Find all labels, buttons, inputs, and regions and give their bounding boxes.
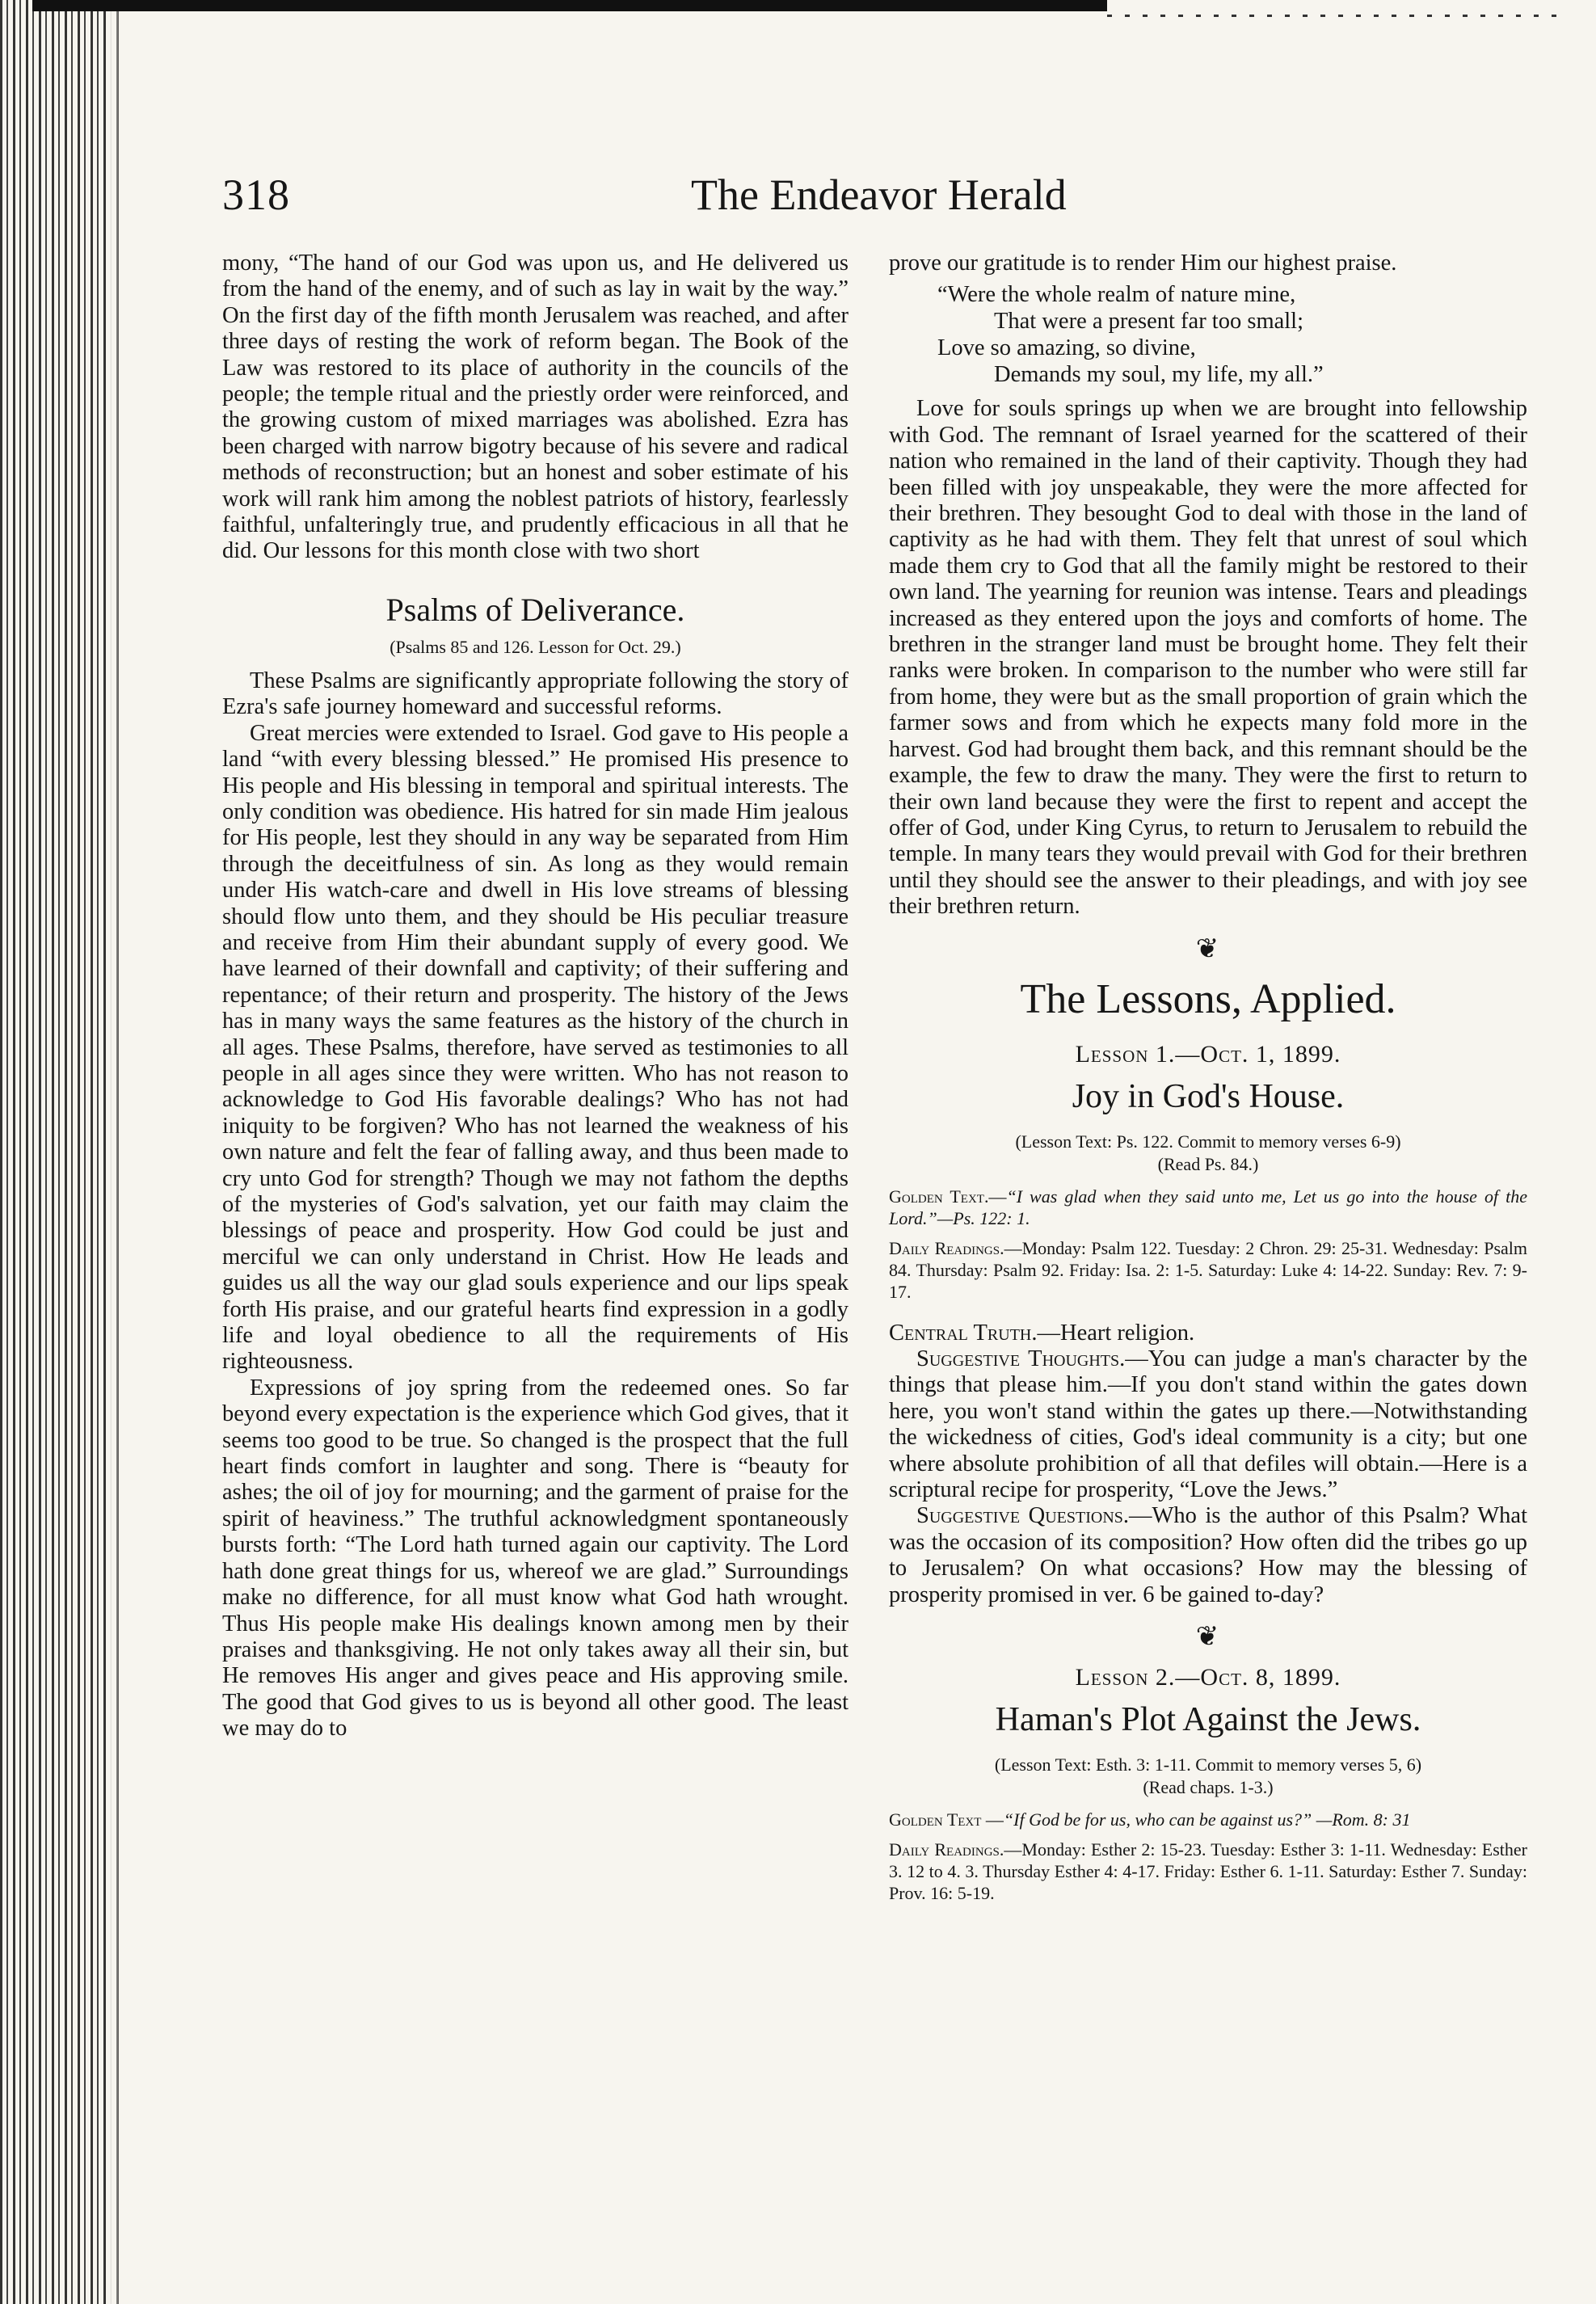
intro-paragraph: mony, “The hand of our God was upon us, and He delivered us from the hand of the enemy, and of such as lay in wait by the way.” On the first day of the fifth month Jerusalem was reached, and after three days of resting the work of reform began. The Book of the Law was restored to its place of authority in the councils of the people; the temple ritual and the priestly order were reinforced, and the growing custom of mixed marriages was abolished. Ezra has been charged with narrow bigotry because of his severe and radical methods of reconstruction; but an honest and sober estimate of his work will rank him among the noblest patriots of history, fearlessly faithful, unfalteringly true, and prudently efficacious in all that he did. Our lessons for this month close with two short	[222, 251, 849, 564]
page-number: 318	[222, 171, 290, 219]
lesson-2-daily-readings	[889, 1839, 1527, 1904]
poem-line: Demands my soul, my life, my all.”	[994, 362, 1324, 388]
ornament-icon: ❦	[1195, 1622, 1221, 1652]
daily-readings-label: Daily Readings.—	[889, 1237, 1022, 1258]
page-header	[222, 170, 1535, 226]
section-heading-psalms: Psalms of Deliverance.	[385, 591, 685, 628]
body-paragraph: Love for souls springs up when we are brought into fellowship with God. The remnant of Israel yearned for the scattered of their nation who remained in the land of their captivity. Though they had been filled with joy unspeakable, they were the more affected for their brethren. They besought God to deal with those in the land of captivity as he had with them. They felt that unrest of soul which made them cry to God that all the family might be restored to their own land. The yearning for reunion was intense. Tears and pleadings increased as they entered upon the joys and comforts of home. The brethren in the stranger land must be brought home. They felt their ranks were broken. In comparison to the number who were still far from home, they were but as the small proportion of grain which the farmer sows and from which he expects many fold more in the harvest. God had brought them back, and this remnant should be the example, the few to draw the many. They were the first to return to their own land because they were the first to repent and accept the offer of God, under King Cyrus, to return to Jerusalem to rebuild the temple. In many tears they would prevail with God for their brethren until they should see the answer to their pleadings, and with joy see their brethren return.	[889, 396, 1527, 920]
suggestive-thoughts: You can judge a man's character by the things that please him.—If you don't stand within the gates down here, you won't stand within the gates up there.—Notwithstanding the wickedness of cities, God's ideal community is a city; but one where absolute prohibition of all that defiles will obtain.—Here is a scriptural recipe for prosperity, “Love the Jews.”	[889, 1346, 1527, 1502]
right-column	[889, 251, 1527, 1912]
golden-text: “If God be for us, who can be against us?” —Rom. 8: 31	[1003, 1809, 1411, 1830]
lesson-1-daily-readings	[889, 1237, 1527, 1303]
golden-text: “I was glad when they said unto me, Let us go into the house of the Lord.”—Ps. 122: 1.	[889, 1186, 1527, 1228]
poem-line: Love so amazing, so divine,	[937, 335, 1196, 361]
central-truth-label: Central Truth.—	[889, 1320, 1060, 1346]
lesson-2-read-ref: (Read chaps. 1-3.)	[1143, 1777, 1274, 1797]
body-paragraph: These Psalms are significantly appropriate following the story of Ezra's safe journey homeward and successful reforms.	[222, 668, 849, 720]
suggestive-questions-label: Suggestive Questions.—	[916, 1503, 1152, 1529]
poem-line: “Were the whole realm of nature mine,	[937, 282, 1296, 308]
ornament-icon: ❦	[1195, 933, 1221, 964]
daily-readings: Monday: Psalm 122. Tuesday: 2 Chron. 29: 25-31. Wednesday: Psalm 84. Thursday: Psalm 92. Friday: Isa. 2: 1-5. Saturday: Luke 4: 14-22. Sunday: Rev. 7: 9-17.	[889, 1237, 1527, 1302]
lesson-1-suggestive-thoughts	[889, 1346, 1527, 1503]
hymn-quote	[889, 281, 1527, 388]
running-title: The Endeavor Herald	[691, 171, 1067, 219]
continuation-paragraph: prove our gratitude is to render Him our highest praise.	[889, 251, 1397, 276]
golden-text-label: Golden Text —	[889, 1809, 1004, 1830]
lesson-1-title: Joy in God's House.	[1072, 1077, 1345, 1115]
lesson-2-text-ref: (Lesson Text: Esth. 3: 1-11. Commit to memory verses 5, 6)	[994, 1754, 1422, 1775]
poem-line: That were a present far too small;	[994, 309, 1304, 335]
lesson-1-golden-text	[889, 1186, 1527, 1229]
lesson-2-line: Lesson 2.—Oct. 8, 1899.	[1075, 1664, 1341, 1691]
suggestive-questions: Who is the author of this Psalm? What was the occasion of its composition? How often did the tribes go up to Jerusalem? On what occasions? How may the blessing of prosperity promised in ver. 6 be gained to-day?	[889, 1503, 1528, 1607]
daily-readings: Monday: Esther 2: 15-23. Tuesday: Esther 3: 1-11. Wednesday: Esther 3. 12 to 4. 3. Thursday Esther 4: 4-17. Friday: Esther 6. 1-11. Saturday: Esther 7. Sunday: Prov. 16: 5-19.	[889, 1839, 1528, 1903]
lesson-2-golden-text	[889, 1809, 1527, 1830]
section-heading-lessons: The Lessons, Applied.	[1020, 975, 1396, 1022]
daily-readings-label: Daily Readings.—	[889, 1839, 1022, 1860]
lesson-2-title: Haman's Plot Against the Jews.	[995, 1701, 1421, 1738]
suggestive-thoughts-label: Suggestive Thoughts.—	[916, 1346, 1148, 1371]
lesson-1-suggestive-questions	[889, 1503, 1527, 1608]
body-paragraph: Expressions of joy spring from the redeemed ones. So far beyond every expectation is the experience which God gives, that it seems too good to be true. So changed is the prospect that the full heart finds comfort in laughter and song. There is “beauty for ashes; the oil of joy for mourning; and the garment of praise for the spirit of heaviness.” The truthful acknowledgment spontaneously bursts forth: “The Lord hath turned again our captivity. The Lord hath done great things for us, whereof we are glad.” Surroundings make no difference, for all must know what God hath wrought. Thus His people make His dealings known among men by their praises and thanksgiving. He not only takes away all their sin, but He removes His anger and gives peace and His approving smile. The good that God gives to us is beyond all other good. The least we may do to	[222, 1375, 849, 1742]
golden-text-label: Golden Text.—	[889, 1186, 1007, 1207]
lesson-1-central-truth	[889, 1320, 1527, 1346]
lesson-1-text-ref: (Lesson Text: Ps. 122. Commit to memory verses 6-9)	[1015, 1131, 1401, 1152]
top-rule	[32, 0, 1568, 11]
section-reference: (Psalms 85 and 126. Lesson for Oct. 29.)	[390, 636, 681, 657]
central-truth: Heart religion.	[1059, 1320, 1195, 1346]
page-binding-edge	[0, 0, 121, 2304]
body-paragraph: Great mercies were extended to Israel. God gave to His people a land “with every blessing blessed.” He promised His presence to His people and His blessing in temporal and spiritual interests. The only condition was obedience. His hatred for sin made Him jealous for His people, lest they should in any way be separated from Him through the deceitfulness of sin. As long as they would remain under His watch-care and dwell in His love streams of blessing should flow unto them, and they should be His peculiar treasure and receive from Him their abundant supply of every good. We have learned of their downfall and captivity; of their suffering and repentance; of their return and prosperity. The history of the Jews has in many ways the same features as the history of the church in all ages. These Psalms, therefore, have served as testimonies to all people in all ages since they were written. Who has not reason to acknowledge to God His favorable dealings? Who has not had iniquity to be forgiven? Who has not learned the weakness of his own nature and felt the fear of falling away, and thus been made to cry unto God for strength? Though we may not fathom the depths of the mysteries of God's salvation, yet our faith may claim the blessings of peace and prosperity. How God could be just and merciful we can only understand in Christ. How He leads and guides us all the way our glad souls experience and our lips speak forth His praise, and our grateful hearts find expression in a godly life and loyal obedience to all the requirements of His righteousness.	[222, 720, 849, 1375]
lesson-1-read-ref: (Read Ps. 84.)	[1157, 1153, 1259, 1174]
left-column	[222, 251, 849, 1742]
lesson-1-line: Lesson 1.—Oct. 1, 1899.	[1075, 1040, 1341, 1068]
